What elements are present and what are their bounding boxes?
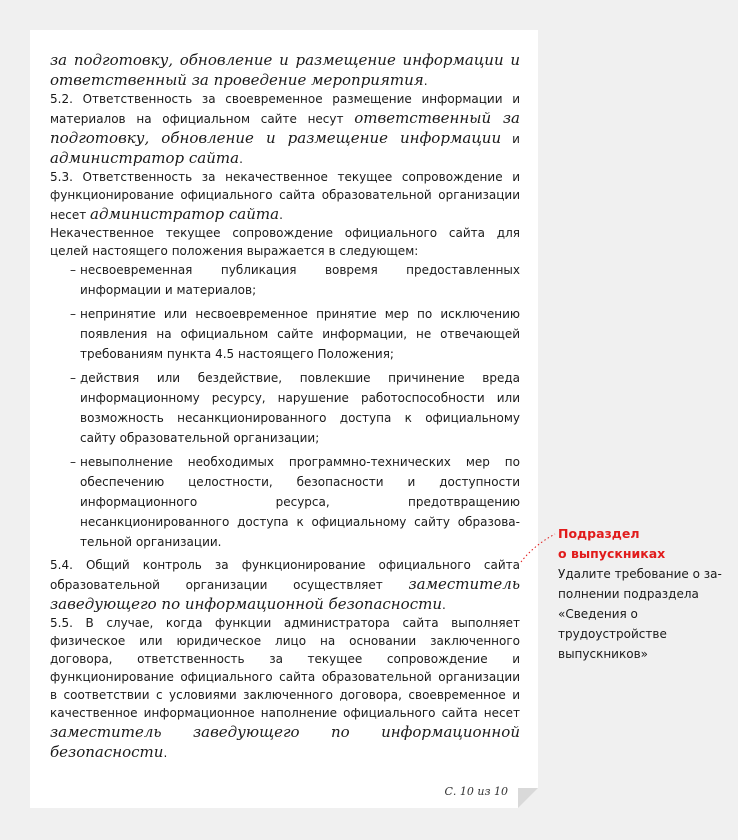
italic-phrase: за подготовку, обновление и размещение информации и ответственный за проведение мероприятия	[50, 51, 520, 89]
text-run: 5.3. Ответственность за некачественное текущее сопровождение и функционирование официального сайта образовательной организации несет	[50, 170, 520, 222]
period: .	[279, 208, 283, 222]
annotation-title-line: о выпускниках	[558, 546, 666, 561]
annotation-connector	[519, 530, 559, 566]
annotation-note	[558, 524, 726, 664]
period: .	[423, 74, 428, 88]
italic-phrase: администратор сайта	[90, 205, 280, 223]
list-item: – невыполнение необходимых программно-технических мер по обеспечению целостности, безопасности и доступности информационного ресурса, предотвращению несанкционированного доступа к официальному сайту образовательной организации.	[50, 452, 520, 552]
page-number: С. 10 из 10	[444, 785, 508, 798]
italic-phrase: ответственный за подготовку, обновление и размещение информации	[50, 109, 520, 147]
paragraph-5-2	[50, 90, 520, 168]
text-run: и	[501, 132, 520, 146]
text-run: 5.4. Общий контроль за функционирование официального сайта образовательной организации осуществляет	[50, 558, 520, 592]
annotation-title-line: Подраздел	[558, 526, 640, 541]
period: .	[163, 746, 168, 760]
list-item: – несвоевременная публикация вовремя предоставленных информации и материалов;	[50, 260, 520, 300]
italic-phrase: заместитель заведующего по информационной безопасности	[50, 575, 520, 613]
document-body	[50, 50, 520, 762]
annotation-text: Удалите требование о заполнении подраздела «Сведения о трудоустройстве выпускников»	[558, 567, 722, 661]
period: .	[442, 598, 446, 612]
italic-phrase: заместитель заведующего по информационной безопасности	[50, 723, 520, 761]
paragraph-5-3	[50, 168, 520, 224]
list-item: – непринятие или несвоевременное принятие мер по исключению появления на официальном сайте информации, не отвечающей требованиям пункта 4.5 настоящего Положения;	[50, 304, 520, 364]
list-item: – действия или бездействие, повлекшие причинение вреда информационному ресурсу, нарушение работоспособности или возможность несанкционированного доступа к официальному сайту образовательной организации;	[50, 368, 520, 448]
document-page	[30, 30, 538, 808]
paragraph-quality: Некачественное текущее сопровождение официального сайта для целей настоящего положения выражается в следующем:	[50, 226, 520, 258]
period: .	[239, 152, 243, 166]
paragraph-5-4	[50, 556, 520, 614]
page-corner-fold	[518, 788, 538, 808]
annotation-title	[558, 524, 726, 564]
bullet-list	[50, 260, 520, 552]
text-run: 5.2. Ответственность за своевременное размещение информации и материалов на официальном сайте несут	[50, 92, 520, 126]
paragraph-intro	[50, 50, 520, 90]
italic-phrase: администратор сайта	[50, 149, 240, 167]
paragraph-5-5	[50, 614, 520, 762]
text-run: 5.5. В случае, когда функции администратора сайта выполняет физическое или юридическое лицо на основании заключенного договора, ответственность за текущее сопровождение и функционирование официального сайта образовательной организации в соответствии с условиями заключенного договора, своевременное и качественное информационное наполнение официального сайта несет	[50, 616, 520, 720]
